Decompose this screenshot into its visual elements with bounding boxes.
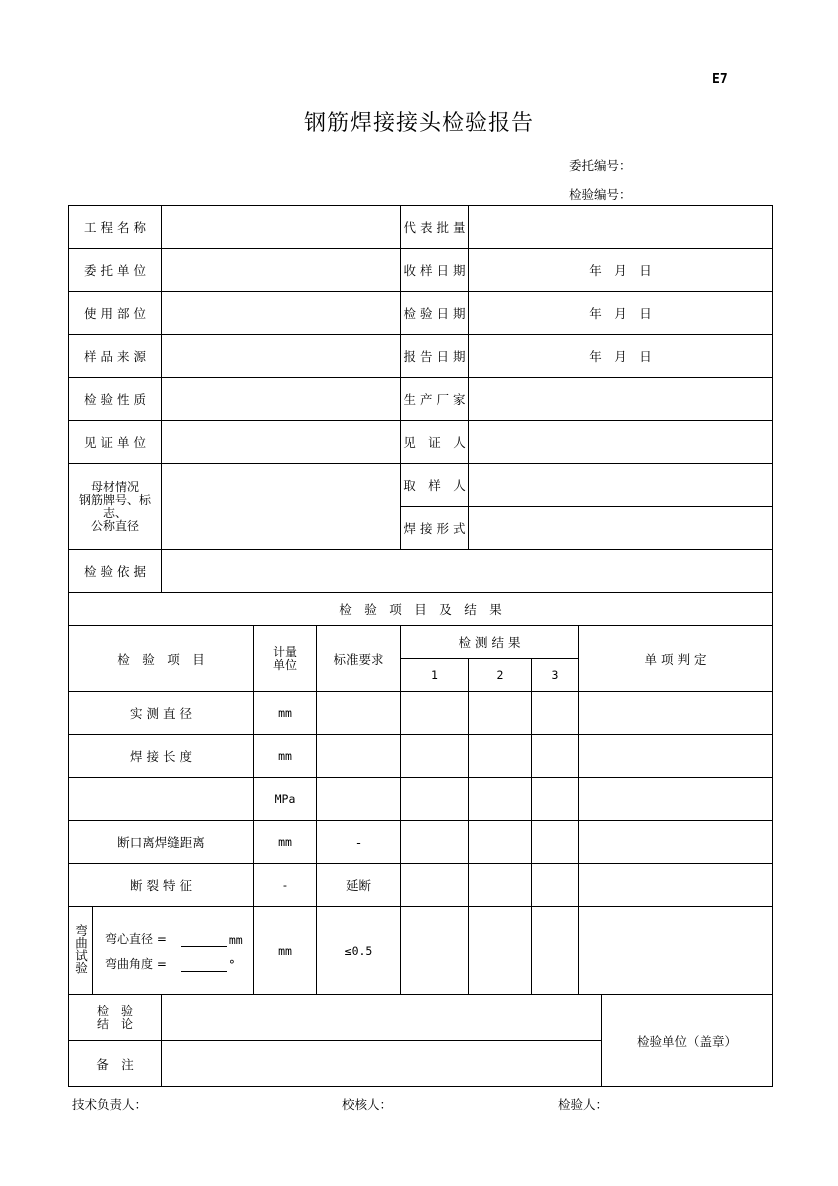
item-standard: -	[317, 821, 401, 864]
item-unit: mm	[254, 821, 317, 864]
table-row	[69, 735, 773, 778]
value-weld-form[interactable]	[469, 507, 773, 550]
base-material-line-3: 公称直径	[91, 518, 140, 533]
conclusion-line-2: 结 论	[97, 1016, 134, 1031]
col-result-1: 1	[401, 659, 469, 692]
value-inspect-nature[interactable]	[162, 378, 401, 421]
bend-unit: mm	[254, 907, 317, 995]
bend-diameter-unit: mm	[228, 932, 243, 947]
label-client: 委 托 单 位	[69, 249, 162, 292]
bend-test-row	[69, 907, 773, 995]
label-sampler: 取 样 人	[401, 464, 469, 507]
item-result-2[interactable]	[469, 821, 532, 864]
table-row	[69, 821, 773, 864]
value-batch[interactable]	[469, 206, 773, 249]
item-name: 焊 接 长 度	[69, 735, 254, 778]
form-code: E7	[712, 72, 728, 87]
label-base-material	[69, 464, 162, 550]
value-remark[interactable]	[162, 1041, 602, 1087]
col-judgement: 单 项 判 定	[579, 626, 773, 692]
value-base-material[interactable]	[162, 464, 401, 550]
item-result-1[interactable]	[401, 692, 469, 735]
value-manufacturer[interactable]	[469, 378, 773, 421]
value-report-date[interactable]: 年 月 日	[469, 335, 773, 378]
base-material-line-2: 钢筋牌号、标志、	[79, 492, 152, 520]
item-name: 实 测 直 径	[69, 692, 254, 735]
col-unit	[254, 626, 317, 692]
item-name: 断口离焊缝距离	[69, 821, 254, 864]
label-batch: 代 表 批 量	[401, 206, 469, 249]
inspection-no-label: 检验编号：	[569, 187, 632, 202]
item-result-2[interactable]	[469, 692, 532, 735]
value-project-name[interactable]	[162, 206, 401, 249]
reviewer-label: 校核人：	[342, 1097, 393, 1112]
bend-angle-unit: °	[228, 957, 235, 972]
item-name: 断 裂 特 征	[69, 864, 254, 907]
col-unit-line-2: 单位	[273, 657, 298, 672]
value-sampler[interactable]	[469, 464, 773, 507]
item-unit: -	[254, 864, 317, 907]
item-result-3[interactable]	[532, 778, 579, 821]
value-inspect-date[interactable]: 年 月 日	[469, 292, 773, 335]
item-standard: 延断	[317, 864, 401, 907]
label-report-date: 报 告 日 期	[401, 335, 469, 378]
item-unit: mm	[254, 692, 317, 735]
item-result-2[interactable]	[469, 778, 532, 821]
col-standard: 标准要求	[317, 626, 401, 692]
label-inspect-nature: 检 验 性 质	[69, 378, 162, 421]
value-witness-unit[interactable]	[162, 421, 401, 464]
bend-result-1[interactable]	[401, 907, 469, 995]
tech-lead-label: 技术负责人：	[72, 1097, 148, 1112]
label-weld-form: 焊 接 形 式	[401, 507, 469, 550]
item-judgement[interactable]	[579, 821, 773, 864]
item-judgement[interactable]	[579, 735, 773, 778]
bend-diameter-label: 弯心直径 =	[105, 931, 167, 946]
value-basis[interactable]	[162, 550, 773, 593]
inspector-label: 检验人：	[558, 1097, 609, 1112]
bend-diameter-field[interactable]	[181, 934, 227, 947]
item-result-3[interactable]	[532, 864, 579, 907]
item-judgement[interactable]	[579, 778, 773, 821]
section-title: 检 验 项 目 及 结 果	[69, 593, 773, 626]
item-result-3[interactable]	[532, 692, 579, 735]
value-receive-date[interactable]: 年 月 日	[469, 249, 773, 292]
bend-result-2[interactable]	[469, 907, 532, 995]
value-client[interactable]	[162, 249, 401, 292]
col-unit-line-1: 计量	[273, 644, 298, 659]
table-row	[69, 778, 773, 821]
item-judgement[interactable]	[579, 864, 773, 907]
label-remark: 备 注	[69, 1041, 162, 1087]
bend-test-label	[69, 907, 93, 995]
col-result-3: 3	[532, 659, 579, 692]
stamp-area: 检验单位（盖章）	[602, 995, 773, 1087]
page-title: 钢筋焊接接头检验报告	[303, 111, 534, 136]
item-result-2[interactable]	[469, 735, 532, 778]
bend-standard: ≤0.5	[317, 907, 401, 995]
col-item: 检 验 项 目	[69, 626, 254, 692]
bend-test-params	[93, 907, 254, 995]
conclusion-line-1: 检 验	[97, 1003, 134, 1018]
label-conclusion	[69, 995, 162, 1041]
item-result-3[interactable]	[532, 821, 579, 864]
base-material-line-1: 母材情况	[91, 479, 140, 494]
value-sample-source[interactable]	[162, 335, 401, 378]
item-unit: mm	[254, 735, 317, 778]
label-receive-date: 收 样 日 期	[401, 249, 469, 292]
col-result-2: 2	[469, 659, 532, 692]
label-manufacturer: 生 产 厂 家	[401, 378, 469, 421]
table-row	[69, 692, 773, 735]
table-row	[69, 864, 773, 907]
item-result-3[interactable]	[532, 735, 579, 778]
item-standard[interactable]	[317, 692, 401, 735]
label-project-name: 工 程 名 称	[69, 206, 162, 249]
label-basis: 检 验 依 据	[69, 550, 162, 593]
item-result-1[interactable]	[401, 735, 469, 778]
item-unit: MPa	[254, 778, 317, 821]
value-use-part[interactable]	[162, 292, 401, 335]
bend-angle-field[interactable]	[181, 959, 227, 972]
item-standard[interactable]	[317, 735, 401, 778]
label-witness-unit: 见 证 单 位	[69, 421, 162, 464]
item-result-1[interactable]	[401, 864, 469, 907]
bend-judgement[interactable]	[579, 907, 773, 995]
label-inspect-date: 检 验 日 期	[401, 292, 469, 335]
bend-result-3[interactable]	[532, 907, 579, 995]
item-standard[interactable]	[317, 778, 401, 821]
value-witness[interactable]	[469, 421, 773, 464]
report-table	[68, 205, 773, 1087]
value-conclusion[interactable]	[162, 995, 602, 1041]
bend-angle-label: 弯曲角度 =	[105, 956, 167, 971]
item-judgement[interactable]	[579, 692, 773, 735]
item-result-1[interactable]	[401, 778, 469, 821]
label-witness: 见 证 人	[401, 421, 469, 464]
item-result-2[interactable]	[469, 864, 532, 907]
label-sample-source: 样 品 来 源	[69, 335, 162, 378]
item-name[interactable]	[69, 778, 254, 821]
item-result-1[interactable]	[401, 821, 469, 864]
label-use-part: 使 用 部 位	[69, 292, 162, 335]
col-results: 检 测 结 果	[401, 626, 579, 659]
commission-no-label: 委托编号：	[569, 158, 632, 173]
bend-test-label-text: 弯曲试验	[73, 924, 89, 974]
